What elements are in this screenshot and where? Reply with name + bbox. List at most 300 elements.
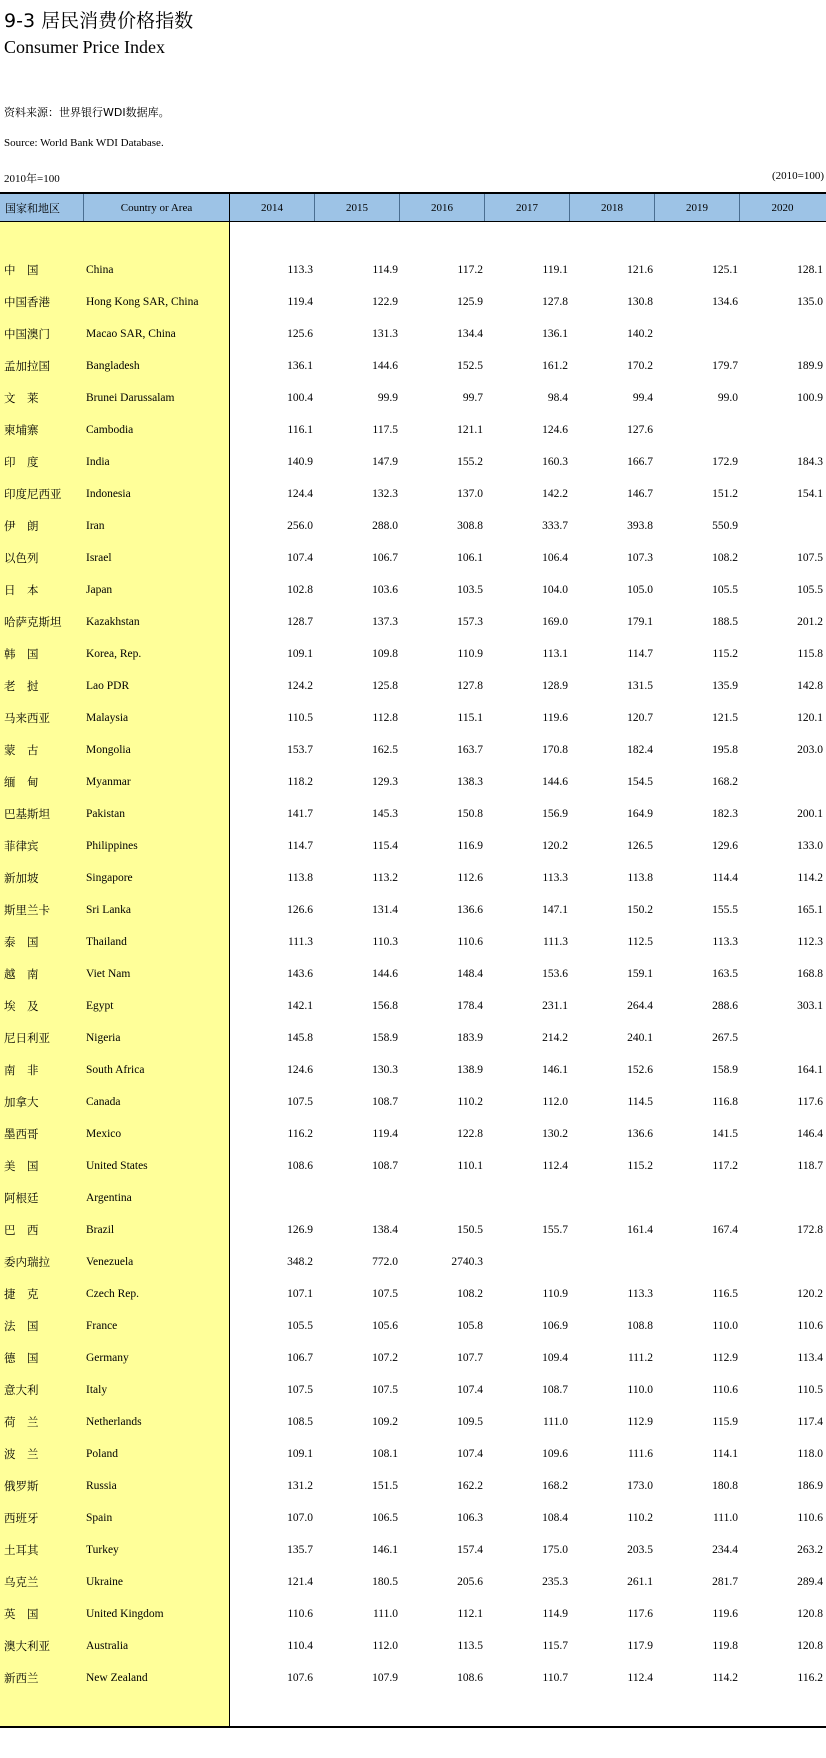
cpi-value-cell: 157.3: [457, 616, 483, 628]
cpi-value-cell: 153.7: [287, 744, 313, 756]
cpi-value-cell: 168.2: [542, 1480, 568, 1492]
cpi-value-cell: 772.0: [372, 1256, 398, 1268]
country-name-en: Spain: [86, 1512, 113, 1524]
cpi-value-cell: 153.6: [542, 968, 568, 980]
cpi-value-cell: 155.7: [542, 1224, 568, 1236]
country-name-cn: 土耳其: [4, 1543, 39, 1557]
cpi-value-cell: 172.8: [797, 1224, 823, 1236]
table-row: [0, 894, 826, 926]
cpi-value-cell: 109.8: [372, 648, 398, 660]
cpi-value-cell: 162.5: [372, 744, 398, 756]
cpi-value-cell: 141.7: [287, 808, 313, 820]
country-name-en: Korea, Rep.: [86, 648, 142, 660]
table-row: [0, 1630, 826, 1662]
cpi-value-cell: 116.2: [797, 1672, 823, 1684]
cpi-value-cell: 124.4: [287, 488, 313, 500]
cpi-value-cell: 115.2: [712, 648, 738, 660]
cpi-value-cell: 166.7: [627, 456, 653, 468]
cpi-value-cell: 108.6: [457, 1672, 483, 1684]
cpi-value-cell: 102.8: [287, 584, 313, 596]
cpi-value-cell: 152.6: [627, 1064, 653, 1076]
table-row: [0, 862, 826, 894]
cpi-value-cell: 150.5: [457, 1224, 483, 1236]
table-row: [0, 1086, 826, 1118]
cpi-value-cell: 99.7: [462, 392, 483, 404]
cpi-value-cell: 122.9: [372, 296, 398, 308]
cpi-value-cell: 155.2: [457, 456, 483, 468]
cpi-value-cell: 159.1: [627, 968, 653, 980]
cpi-value-cell: 158.9: [712, 1064, 738, 1076]
header-year: 2016: [400, 194, 485, 221]
cpi-value-cell: 110.6: [797, 1512, 823, 1524]
cpi-value-cell: 110.6: [712, 1384, 738, 1396]
cpi-value-cell: 100.9: [797, 392, 823, 404]
cpi-value-cell: 132.3: [372, 488, 398, 500]
cpi-value-cell: 106.7: [287, 1352, 313, 1364]
cpi-value-cell: 106.4: [542, 552, 568, 564]
country-name-en: South Africa: [86, 1064, 145, 1076]
cpi-value-cell: 114.4: [712, 872, 738, 884]
cpi-value-cell: 114.9: [542, 1608, 568, 1620]
country-name-cn: 中国澳门: [4, 327, 50, 341]
country-name-cn: 法 国: [4, 1319, 39, 1333]
cpi-value-cell: 119.4: [287, 296, 313, 308]
cpi-value-cell: 119.6: [712, 1608, 738, 1620]
header-year: 2019: [655, 194, 740, 221]
cpi-value-cell: 163.7: [457, 744, 483, 756]
cpi-value-cell: 144.6: [542, 776, 568, 788]
country-name-cn: 孟加拉国: [4, 359, 50, 373]
country-name-en: Viet Nam: [86, 968, 131, 980]
cpi-value-cell: 112.1: [457, 1608, 483, 1620]
cpi-value-cell: 104.0: [542, 584, 568, 596]
table-row: [0, 1022, 826, 1054]
country-name-cn: 阿根廷: [4, 1191, 39, 1205]
cpi-value-cell: 135.0: [797, 296, 823, 308]
cpi-value-cell: 108.2: [457, 1288, 483, 1300]
cpi-value-cell: 267.5: [712, 1032, 738, 1044]
cpi-value-cell: 117.5: [372, 424, 398, 436]
table-rows: [0, 254, 826, 1694]
cpi-value-cell: 113.3: [287, 264, 313, 276]
cpi-value-cell: 137.0: [457, 488, 483, 500]
cpi-value-cell: 146.1: [372, 1544, 398, 1556]
cpi-value-cell: 116.2: [287, 1128, 313, 1140]
cpi-value-cell: 179.7: [712, 360, 738, 372]
cpi-value-cell: 130.8: [627, 296, 653, 308]
cpi-value-cell: 120.8: [797, 1640, 823, 1652]
cpi-value-cell: 113.8: [287, 872, 313, 884]
table-row: [0, 1374, 826, 1406]
country-name-cn: 日 本: [4, 583, 39, 597]
country-name-cn: 澳大利亚: [4, 1639, 50, 1653]
country-name-cn: 德 国: [4, 1351, 39, 1365]
cpi-value-cell: 138.9: [457, 1064, 483, 1076]
cpi-value-cell: 138.3: [457, 776, 483, 788]
cpi-value-cell: 145.8: [287, 1032, 313, 1044]
cpi-value-cell: 138.4: [372, 1224, 398, 1236]
cpi-value-cell: 109.4: [542, 1352, 568, 1364]
cpi-value-cell: 115.9: [712, 1416, 738, 1428]
cpi-value-cell: 288.0: [372, 520, 398, 532]
country-name-en: Hong Kong SAR, China: [86, 296, 199, 308]
country-name-cn: 以色列: [4, 551, 39, 565]
country-name-en: Canada: [86, 1096, 121, 1108]
country-name-en: Sri Lanka: [86, 904, 132, 916]
cpi-value-cell: 134.4: [457, 328, 483, 340]
cpi-value-cell: 201.2: [797, 616, 823, 628]
cpi-value-cell: 110.4: [287, 1640, 313, 1652]
cpi-value-cell: 140.9: [287, 456, 313, 468]
table-row: [0, 1182, 826, 1214]
table-bottom-rule: [0, 1726, 826, 1728]
cpi-value-cell: 107.1: [287, 1288, 313, 1300]
cpi-value-cell: 148.4: [457, 968, 483, 980]
cpi-value-cell: 110.0: [712, 1320, 738, 1332]
cpi-value-cell: 107.5: [372, 1288, 398, 1300]
cpi-value-cell: 111.6: [627, 1448, 653, 1460]
table-row: [0, 1150, 826, 1182]
country-name-cn: 新西兰: [4, 1671, 39, 1685]
cpi-value-cell: 127.6: [627, 424, 653, 436]
table-header: [0, 192, 826, 222]
country-name-en: Australia: [86, 1640, 129, 1652]
country-name-cn: 西班牙: [4, 1511, 39, 1525]
table-row: [0, 542, 826, 574]
table-row: [0, 702, 826, 734]
country-name-en: India: [86, 456, 110, 468]
page-title-cn: 9-3 居民消费价格指数: [4, 10, 194, 32]
cpi-value-cell: 118.2: [287, 776, 313, 788]
cpi-value-cell: 161.4: [627, 1224, 653, 1236]
cpi-value-cell: 144.6: [372, 360, 398, 372]
country-name-en: Brunei Darussalam: [86, 392, 175, 404]
cpi-value-cell: 111.3: [287, 936, 313, 948]
table-row: [0, 1310, 826, 1342]
country-name-en: Netherlands: [86, 1416, 142, 1428]
cpi-value-cell: 165.1: [797, 904, 823, 916]
cpi-value-cell: 180.8: [712, 1480, 738, 1492]
table-row: [0, 510, 826, 542]
cpi-value-cell: 261.1: [627, 1576, 653, 1588]
header-year: 2017: [485, 194, 570, 221]
table-row: [0, 638, 826, 670]
cpi-value-cell: 112.0: [542, 1096, 568, 1108]
cpi-value-cell: 115.2: [627, 1160, 653, 1172]
cpi-value-cell: 205.6: [457, 1576, 483, 1588]
cpi-value-cell: 264.4: [627, 1000, 653, 1012]
table-row: [0, 1214, 826, 1246]
cpi-value-cell: 105.5: [287, 1320, 313, 1332]
table-row: [0, 1342, 826, 1374]
cpi-value-cell: 107.0: [287, 1512, 313, 1524]
table-row: [0, 830, 826, 862]
cpi-value-cell: 110.0: [627, 1384, 653, 1396]
header-year: 2015: [315, 194, 400, 221]
cpi-value-cell: 203.5: [627, 1544, 653, 1556]
country-name-cn: 波 兰: [4, 1447, 39, 1461]
cpi-value-cell: 115.7: [542, 1640, 568, 1652]
country-name-cn: 中国香港: [4, 295, 50, 309]
country-name-cn: 菲律宾: [4, 839, 39, 853]
cpi-value-cell: 108.7: [542, 1384, 568, 1396]
country-name-en: Macao SAR, China: [86, 328, 176, 340]
cpi-value-cell: 105.8: [457, 1320, 483, 1332]
country-name-cn: 乌克兰: [4, 1575, 39, 1589]
cpi-value-cell: 136.1: [542, 328, 568, 340]
cpi-value-cell: 107.4: [457, 1448, 483, 1460]
cpi-value-cell: 112.0: [372, 1640, 398, 1652]
cpi-value-cell: 128.9: [542, 680, 568, 692]
cpi-value-cell: 155.5: [712, 904, 738, 916]
cpi-value-cell: 256.0: [287, 520, 313, 532]
cpi-value-cell: 154.1: [797, 488, 823, 500]
cpi-value-cell: 112.5: [627, 936, 653, 948]
country-name-en: Ukraine: [86, 1576, 124, 1588]
cpi-value-cell: 234.4: [712, 1544, 738, 1556]
cpi-value-cell: 121.5: [712, 712, 738, 724]
cpi-value-cell: 214.2: [542, 1032, 568, 1044]
cpi-value-cell: 117.2: [457, 264, 483, 276]
cpi-value-cell: 117.2: [712, 1160, 738, 1172]
cpi-value-cell: 125.8: [372, 680, 398, 692]
cpi-value-cell: 128.7: [287, 616, 313, 628]
cpi-value-cell: 106.9: [542, 1320, 568, 1332]
country-name-cn: 缅 甸: [4, 775, 39, 789]
cpi-value-cell: 131.2: [287, 1480, 313, 1492]
cpi-value-cell: 393.8: [627, 520, 653, 532]
cpi-value-cell: 164.1: [797, 1064, 823, 1076]
country-name-cn: 俄罗斯: [4, 1479, 39, 1493]
country-name-en: Venezuela: [86, 1256, 134, 1268]
table-row: [0, 1406, 826, 1438]
source-note-en: Source: World Bank WDI Database.: [4, 137, 164, 149]
cpi-value-cell: 156.9: [542, 808, 568, 820]
cpi-value-cell: 112.6: [457, 872, 483, 884]
country-name-en: Russia: [86, 1480, 117, 1492]
cpi-value-cell: 128.1: [797, 264, 823, 276]
country-name-en: Israel: [86, 552, 112, 564]
cpi-value-cell: 111.0: [372, 1608, 398, 1620]
cpi-value-cell: 98.4: [547, 392, 568, 404]
country-name-cn: 柬埔寨: [4, 423, 39, 437]
cpi-value-cell: 195.8: [712, 744, 738, 756]
table-row: [0, 382, 826, 414]
country-name-en: China: [86, 264, 114, 276]
cpi-value-cell: 108.4: [542, 1512, 568, 1524]
cpi-value-cell: 124.6: [542, 424, 568, 436]
table-row: [0, 574, 826, 606]
cpi-value-cell: 107.7: [457, 1352, 483, 1364]
cpi-value-cell: 105.0: [627, 584, 653, 596]
cpi-value-cell: 116.1: [287, 424, 313, 436]
table-row: [0, 1438, 826, 1470]
cpi-value-cell: 111.2: [627, 1352, 653, 1364]
cpi-value-cell: 113.4: [797, 1352, 823, 1364]
cpi-value-cell: 142.1: [287, 1000, 313, 1012]
table-row: [0, 1054, 826, 1086]
cpi-value-cell: 263.2: [797, 1544, 823, 1556]
country-name-cn: 加拿大: [4, 1095, 39, 1109]
cpi-value-cell: 111.0: [712, 1512, 738, 1524]
cpi-value-cell: 110.9: [542, 1288, 568, 1300]
cpi-value-cell: 108.1: [372, 1448, 398, 1460]
cpi-value-cell: 303.1: [797, 1000, 823, 1012]
cpi-value-cell: 333.7: [542, 520, 568, 532]
cpi-value-cell: 112.8: [372, 712, 398, 724]
cpi-value-cell: 151.2: [712, 488, 738, 500]
cpi-value-cell: 281.7: [712, 1576, 738, 1588]
cpi-value-cell: 113.8: [627, 872, 653, 884]
cpi-value-cell: 143.6: [287, 968, 313, 980]
cpi-value-cell: 183.9: [457, 1032, 483, 1044]
table-row: [0, 1470, 826, 1502]
cpi-value-cell: 113.1: [542, 648, 568, 660]
cpi-value-cell: 150.2: [627, 904, 653, 916]
cpi-value-cell: 142.2: [542, 488, 568, 500]
cpi-value-cell: 288.6: [712, 1000, 738, 1012]
country-name-en: Turkey: [86, 1544, 119, 1556]
cpi-value-cell: 235.3: [542, 1576, 568, 1588]
cpi-value-cell: 157.4: [457, 1544, 483, 1556]
cpi-value-cell: 114.7: [287, 840, 313, 852]
cpi-value-cell: 113.3: [712, 936, 738, 948]
cpi-value-cell: 112.4: [542, 1160, 568, 1172]
cpi-value-cell: 144.6: [372, 968, 398, 980]
cpi-value-cell: 120.2: [542, 840, 568, 852]
cpi-value-cell: 107.4: [457, 1384, 483, 1396]
cpi-table: [0, 192, 826, 1726]
cpi-value-cell: 120.2: [797, 1288, 823, 1300]
country-name-en: Poland: [86, 1448, 118, 1460]
cpi-value-cell: 135.9: [712, 680, 738, 692]
cpi-value-cell: 119.1: [542, 264, 568, 276]
cpi-value-cell: 120.8: [797, 1608, 823, 1620]
cpi-value-cell: 113.2: [372, 872, 398, 884]
cpi-value-cell: 103.5: [457, 584, 483, 596]
cpi-value-cell: 133.0: [797, 840, 823, 852]
cpi-value-cell: 136.6: [627, 1128, 653, 1140]
cpi-value-cell: 147.9: [372, 456, 398, 468]
source-note-cn: 资料来源：世界银行WDI数据库。: [4, 106, 170, 119]
cpi-value-cell: 179.1: [627, 616, 653, 628]
cpi-value-cell: 170.8: [542, 744, 568, 756]
cpi-value-cell: 124.6: [287, 1064, 313, 1076]
cpi-value-cell: 114.2: [712, 1672, 738, 1684]
table-row: [0, 734, 826, 766]
cpi-value-cell: 131.3: [372, 328, 398, 340]
unit-note-right: (2010=100): [771, 170, 824, 182]
cpi-value-cell: 200.1: [797, 808, 823, 820]
table-row: [0, 1534, 826, 1566]
country-name-en: United Kingdom: [86, 1608, 164, 1620]
table-row: [0, 446, 826, 478]
header-year: 2014: [230, 194, 315, 221]
cpi-value-cell: 175.0: [542, 1544, 568, 1556]
table-row: [0, 254, 826, 286]
cpi-value-cell: 182.3: [712, 808, 738, 820]
cpi-value-cell: 105.6: [372, 1320, 398, 1332]
country-name-cn: 印度尼西亚: [4, 487, 62, 501]
country-name-cn: 新加坡: [4, 871, 39, 885]
cpi-value-cell: 348.2: [287, 1256, 313, 1268]
cpi-value-cell: 160.3: [542, 456, 568, 468]
table-row: [0, 318, 826, 350]
country-name-en: Myanmar: [86, 776, 131, 788]
cpi-value-cell: 114.7: [627, 648, 653, 660]
cpi-value-cell: 126.5: [627, 840, 653, 852]
table-row: [0, 1662, 826, 1694]
cpi-value-cell: 105.5: [712, 584, 738, 596]
cpi-value-cell: 130.3: [372, 1064, 398, 1076]
country-name-en: New Zealand: [86, 1672, 148, 1684]
country-name-cn: 委内瑞拉: [4, 1255, 50, 1269]
cpi-value-cell: 107.2: [372, 1352, 398, 1364]
cpi-value-cell: 107.5: [287, 1384, 313, 1396]
table-row: [0, 414, 826, 446]
cpi-value-cell: 131.4: [372, 904, 398, 916]
cpi-value-cell: 146.4: [797, 1128, 823, 1140]
cpi-value-cell: 120.1: [797, 712, 823, 724]
cpi-value-cell: 164.9: [627, 808, 653, 820]
cpi-value-cell: 110.7: [542, 1672, 568, 1684]
cpi-value-cell: 184.3: [797, 456, 823, 468]
cpi-value-cell: 113.3: [627, 1288, 653, 1300]
cpi-value-cell: 107.9: [372, 1672, 398, 1684]
cpi-value-cell: 158.9: [372, 1032, 398, 1044]
cpi-value-cell: 110.5: [797, 1384, 823, 1396]
cpi-value-cell: 116.8: [712, 1096, 738, 1108]
country-name-cn: 南 非: [4, 1063, 39, 1077]
country-name-en: Japan: [86, 584, 113, 596]
country-name-en: Singapore: [86, 872, 133, 884]
cpi-value-cell: 107.5: [797, 552, 823, 564]
country-name-en: Czech Rep.: [86, 1288, 140, 1300]
cpi-value-cell: 107.5: [372, 1384, 398, 1396]
cpi-value-cell: 147.1: [542, 904, 568, 916]
cpi-value-cell: 150.8: [457, 808, 483, 820]
cpi-value-cell: 126.9: [287, 1224, 313, 1236]
cpi-value-cell: 121.4: [287, 1576, 313, 1588]
country-name-en: United States: [86, 1160, 148, 1172]
cpi-value-cell: 107.3: [627, 552, 653, 564]
cpi-value-cell: 151.5: [372, 1480, 398, 1492]
cpi-value-cell: 129.3: [372, 776, 398, 788]
country-name-cn: 越 南: [4, 967, 39, 981]
cpi-value-cell: 99.4: [632, 392, 653, 404]
cpi-value-cell: 135.7: [287, 1544, 313, 1556]
table-row: [0, 286, 826, 318]
cpi-value-cell: 117.6: [627, 1608, 653, 1620]
cpi-value-cell: 114.5: [627, 1096, 653, 1108]
cpi-value-cell: 203.0: [797, 744, 823, 756]
cpi-value-cell: 105.5: [797, 584, 823, 596]
cpi-value-cell: 110.5: [287, 712, 313, 724]
page-title-en: Consumer Price Index: [4, 37, 165, 57]
cpi-value-cell: 109.1: [287, 648, 313, 660]
cpi-value-cell: 162.2: [457, 1480, 483, 1492]
cpi-value-cell: 119.8: [712, 1640, 738, 1652]
cpi-value-cell: 118.7: [797, 1160, 823, 1172]
table-row: [0, 1502, 826, 1534]
country-name-en: Nigeria: [86, 1032, 121, 1044]
cpi-value-cell: 129.6: [712, 840, 738, 852]
cpi-value-cell: 168.2: [712, 776, 738, 788]
table-row: [0, 1598, 826, 1630]
cpi-value-cell: 119.4: [372, 1128, 398, 1140]
country-name-cn: 捷 克: [4, 1287, 39, 1301]
cpi-value-cell: 117.6: [797, 1096, 823, 1108]
